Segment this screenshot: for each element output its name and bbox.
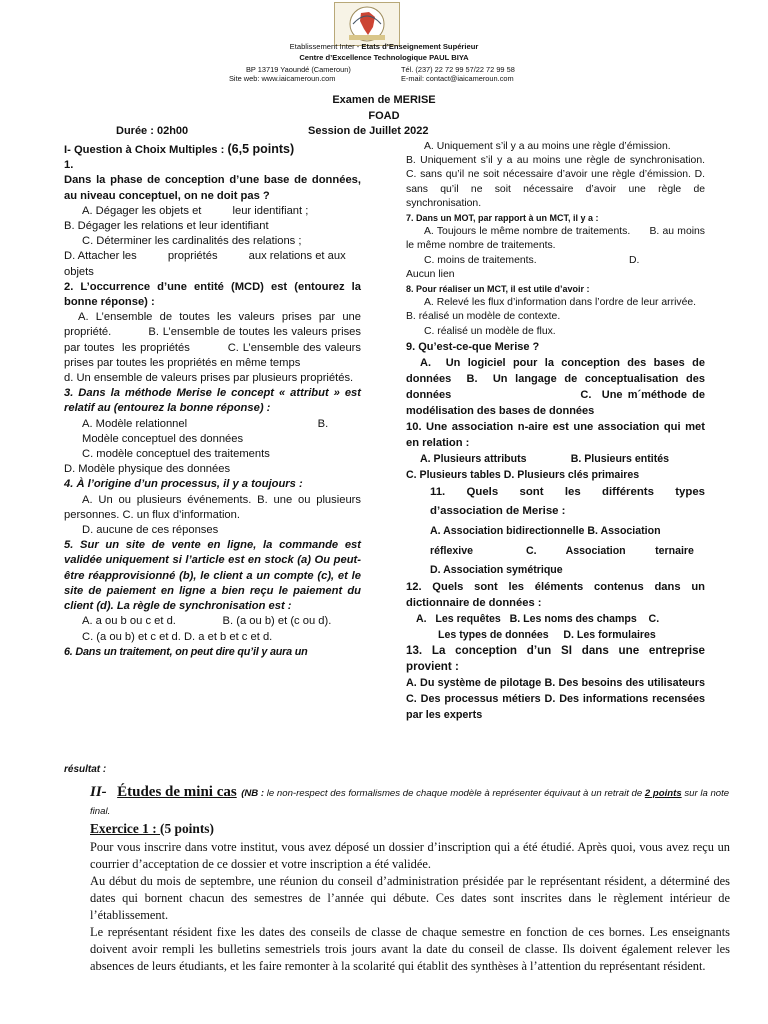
- q3-text: 3. Dans la méthode Merise le concept « attribut » est relatif au (entourez la bonne réponse) :: [64, 387, 361, 415]
- q5-text: 5. Sur un site de vente en ligne, la commande est validée uniquement si l’article est en stock (a) Ou peut-être réapprovisionné (b), le client a un compte (c), et le site de paiement en ligne a bien reçu le paiement du client (d). La règle de synchronisation est :: [64, 539, 361, 613]
- exam-duration: Durée : 02h00: [116, 125, 189, 137]
- q1-number: 1.: [64, 159, 74, 172]
- header-line2: Centre d’Excellence Technologique PAUL BIYA: [299, 53, 469, 62]
- q10-text: 10. Une association n-aire est une association qui met en relation :: [406, 420, 705, 449]
- q7-text: 7. Dans un MOT, par rapport à un MCT, il y a :: [406, 213, 599, 224]
- q4-text: 4. À l’origine d’un processus, il y a toujours :: [64, 478, 303, 491]
- q6-text: 6. Dans un traitement, on peut dire qu’il y aura un: [64, 645, 308, 658]
- header-tel: Tél. (237) 22 72 99 57/22 72 99 58: [401, 65, 515, 74]
- q3-option-c: C. modèle conceptuel des traitements: [82, 448, 270, 461]
- q6-options-bcd: B. Uniquement s’il y a au moins une règle de synchronisation. C. sans qu’il ne soit nécessaire d’avoir une règle d’émission. D. sans qu’il ne soit nécessaire d’avoir une règle de synchronisation.: [406, 155, 752, 209]
- header-bp: BP 13719 Yaoundé (Cameroun): [246, 65, 351, 74]
- q3-options-ab: A. Modèle relationnel B. Modèle conceptuel des données: [82, 417, 332, 445]
- q5-options-ab: A. a ou b ou c et d. B. (a ou b) et (c ou d).: [82, 615, 332, 628]
- q7-tail: Aucun lien: [406, 268, 455, 280]
- qcm-right-column: [406, 140, 752, 723]
- header-web: Site web: www.iaicameroun.com: [229, 74, 336, 83]
- q4-option-d: D. aucune de ces réponses: [82, 524, 219, 537]
- q8-option-c: C. réalisé un modèle de flux.: [424, 325, 556, 337]
- exercise1-paragraph-1: Pour vous inscrire dans votre institut, vous avez déposé un dossier d’inscription qui a été étudié. Après quoi, vous avez reçu un courrier d’acceptation de ce dossier et votre inscription a été validée.: [90, 840, 730, 871]
- exam-session: Session de Juillet 2022: [308, 125, 429, 137]
- q11-options-bc: réflexive C. Association ternaire: [430, 544, 694, 557]
- exercise1-paragraph-3: Le représentant résident fixe les dates des conseils de classe de chaque semestre en fonction de ces bornes. Les enseignants doivent avoir rempli les bulletins semestriels trois jours avant la date du conseil de classe. Ils doivent également relever les absences de leurs étudiants, et les faire remonter à la scolarité qui établit des synthèses à l’attention du représentant résident.: [90, 925, 730, 973]
- q8-options-ab: A. Relevé les flux d’information dans l’ordre de leur arrivée. B. réalisé un modèle de contexte.: [406, 297, 697, 323]
- exam-title: Examen de MERISE: [332, 94, 436, 106]
- q1-option-b: B. Dégager les relations et leur identifiant: [64, 220, 269, 233]
- q2-options: A. L’ensemble de toutes les valeurs prises par une propriété. B. L’ensemble de toutes les valeurs prises par toutes les propriétés C. L’ensemble des valeurs prises par toutes les propriétés en même temps: [64, 311, 365, 369]
- q11-option-d: D. Association symétrique: [430, 563, 563, 576]
- exercise1-body: [90, 839, 730, 975]
- section-title: I- Question à Choix Multiples : (6,5 points): [64, 142, 295, 156]
- q8-text: 8. Pour réaliser un MCT, il est utile d’avoir :: [406, 284, 590, 295]
- q9-text: 9. Qu’est-ce-que Merise ?: [406, 340, 540, 353]
- q10-options-ab: A. Plusieurs attributs B. Plusieurs entités: [420, 452, 670, 465]
- header-email: E-mail: contact@iaicameroun.com: [401, 74, 514, 83]
- q11-text: 11. Quels sont les différents types d’association de Merise :: [430, 485, 709, 517]
- q5-options-cd: C. (a ou b) et c et d. D. a et b et c et d.: [82, 630, 273, 643]
- q1-option-d: D. Attacher les propriétés aux relations et aux objets: [64, 250, 349, 278]
- q6-tail: résultat :: [64, 764, 107, 775]
- exercise1-paragraph-2: Au début du mois de septembre, une réunion du conseil d’administration présidée par le représentant résident, a déterminé des dates qui bornent chacun des semestres de l’année qui débute. Ces dates sont inscrites dans le règlement intérieur de l’établissement.: [90, 874, 730, 922]
- qcm-left-column: [64, 142, 365, 660]
- exam-mode: FOAD: [368, 110, 400, 122]
- q1-option-a: A. Dégager les objets et leur identifiant ;: [82, 204, 309, 217]
- q2-option-d: d. Un ensemble de valeurs prises par plusieurs propriétés.: [64, 372, 354, 385]
- q9-options: A. Un logiciel pour la conception des bases de données B. Un langage de conceptualisation des données C. Une m´méthode de modélisation des bases de données: [406, 356, 709, 417]
- q12-options-abc: A. Les requêtes B. Les noms des champs C.: [416, 612, 660, 625]
- q13-options: A. Du système de pilotage B. Des besoins des utilisateurs C. Des processus métiers D. Des informations recensées par les experts: [406, 676, 705, 721]
- q2-text: 2. L’occurrence d’une entité (MCD) est (entourez la bonne réponse) :: [64, 280, 361, 309]
- q1-option-c: C. Déterminer les cardinalités des relations ;: [82, 235, 302, 248]
- q12-text: 12. Quels sont les éléments contenus dans un dictionnaire de données :: [406, 580, 705, 609]
- q6-option-a: A. Uniquement s’il y a au moins une règle d’émission.: [424, 141, 671, 152]
- q4-options: A. Un ou plusieurs événements. B. une ou plusieurs personnes. C. un flux d’information.: [64, 493, 361, 521]
- part2-heading: II- Études de mini cas (NB : le non-respect des formalismes de chaque modèle à représenter équivaut à un retrait de 2 points sur la note final.: [90, 784, 730, 817]
- exercise1-title: Exercice 1 : (5 points): [90, 821, 214, 836]
- q3-option-d: D. Modèle physique des données: [64, 463, 231, 476]
- institution-logo: [334, 2, 400, 46]
- q1-text: Dans la phase de conception d’une base de données, au niveau conceptuel, on ne doit pas ?: [64, 174, 361, 202]
- q7-options-cd: C. moins de traitements. D.: [424, 254, 640, 266]
- q13-text: 13. La conception d’un SI dans une entreprise provient :: [406, 643, 705, 673]
- q7-options-ab: A. Toujours le même nombre de traitements. B. au moins le même nombre de traitements.: [406, 226, 708, 252]
- q12-options-cd: Les types de données D. Les formulaires: [438, 628, 656, 641]
- q10-options-cd: C. Plusieurs tables D. Plusieurs clés primaires: [406, 468, 640, 481]
- q11-options-ab: A. Association bidirectionnelle B. Association: [430, 524, 661, 537]
- header-line1: Etablissement Inter - Etats d’Enseignement Supérieur: [289, 42, 479, 51]
